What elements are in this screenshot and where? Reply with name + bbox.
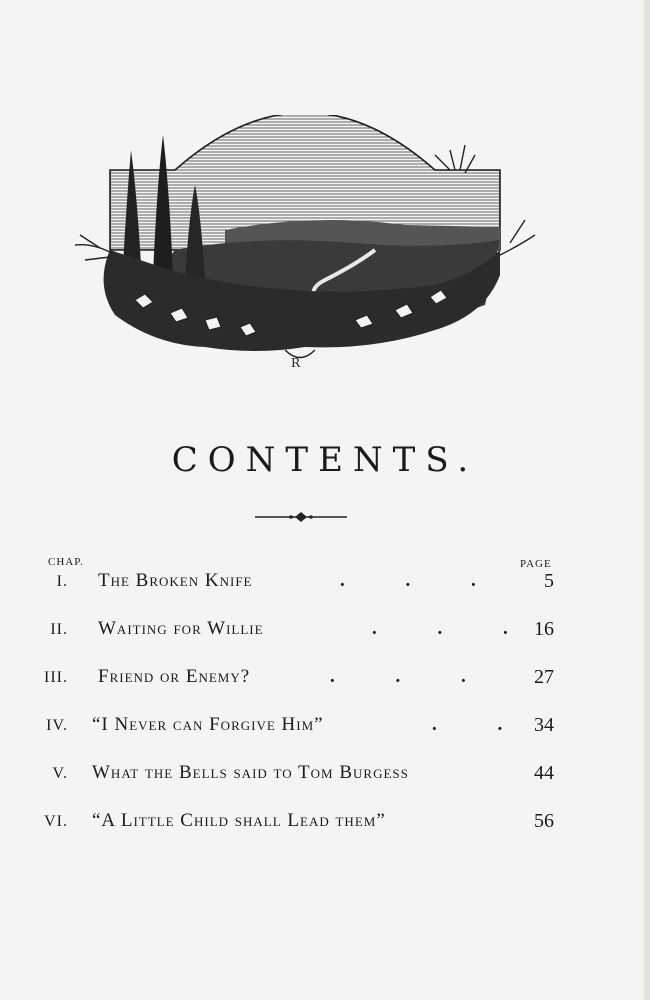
chapter-column-header: CHAP.: [48, 556, 84, 568]
page-edge: [644, 0, 650, 1000]
toc-row: [0, 570, 650, 600]
chapter-page: 44: [534, 762, 554, 784]
toc-row: [0, 810, 650, 840]
chapter-title: “I Never can Forgive Him”: [92, 714, 324, 735]
leader-dots: . .: [432, 714, 531, 735]
chapter-number: II.: [50, 621, 68, 638]
chapter-title: The Broken Knife: [98, 570, 253, 591]
chapter-title: Waiting for Willie: [98, 618, 264, 639]
chapter-number: VI.: [44, 813, 68, 830]
leader-dots: . . .: [372, 618, 536, 639]
artist-signature: R: [291, 356, 301, 370]
chapter-page: 27: [534, 666, 554, 688]
page-title: CONTENTS.: [171, 440, 479, 480]
chapter-page: 5: [544, 570, 554, 592]
chapter-page: 16: [534, 618, 554, 640]
chapter-number: I.: [56, 573, 68, 590]
chapter-number: IV.: [46, 717, 68, 734]
chapter-page: 56: [534, 810, 554, 832]
chapter-title: “A Little Child shall Lead them”: [92, 810, 386, 831]
toc-row: [0, 618, 650, 648]
toc-row: [0, 762, 650, 792]
leader-dots: . . .: [330, 666, 494, 687]
landscape-vignette-illustration: [55, 115, 555, 375]
chapter-number: III.: [44, 669, 68, 686]
chapter-page: 34: [534, 714, 554, 736]
toc-row: [0, 714, 650, 744]
chapter-title: Friend or Enemy?: [98, 666, 251, 687]
toc-row: [0, 666, 650, 696]
ornamental-rule: [255, 508, 347, 526]
chapter-number: V.: [52, 765, 68, 782]
page-column-header: PAGE: [520, 558, 552, 570]
leader-dots: . . .: [340, 570, 504, 591]
chapter-title: What the Bells said to Tom Burgess: [92, 762, 409, 783]
